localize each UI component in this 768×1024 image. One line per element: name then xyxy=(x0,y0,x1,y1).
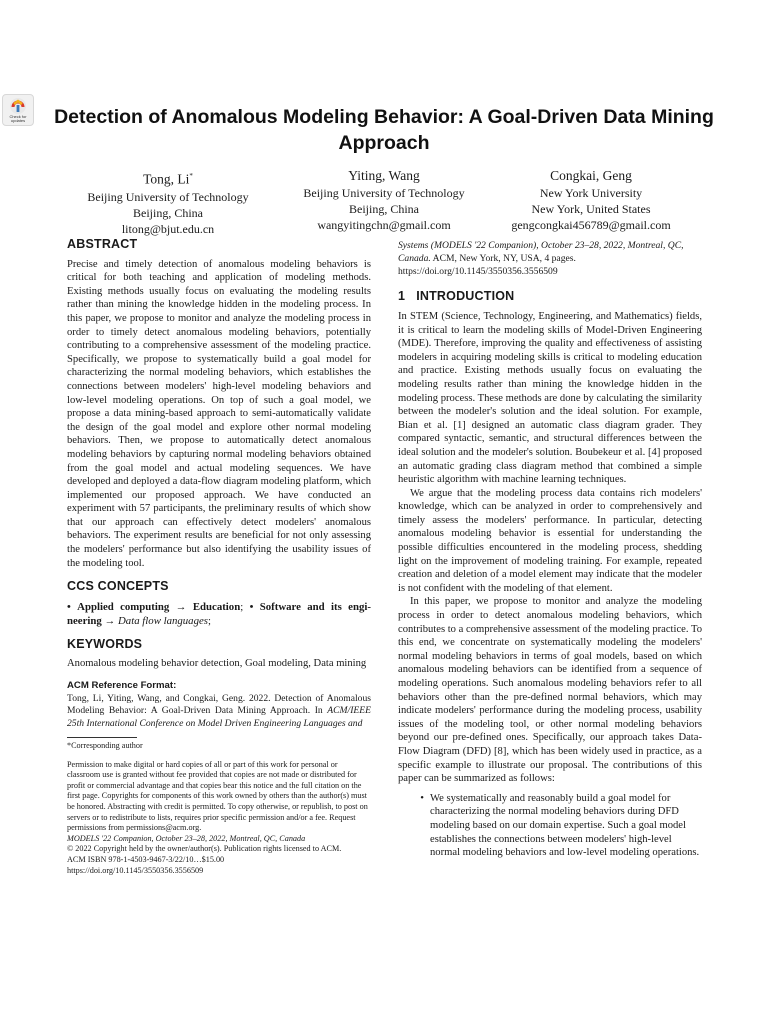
intro-paragraph-2: We argue that the modeling process data contains rich modelers' knowledge, which can be analyzed in order to comprehensively and timely assess the modelers' performance. In particular, detecting anomalous modeling behavior is essential for understanding the possible difficulties encountered in the modeling process, shedding light on the improvement of modeling training. For example, repeated creation and deletion of a model element may indicate that the modeler is not confident with the modeling of that element. xyxy=(398,487,702,594)
author-name: Tong, Li xyxy=(143,171,190,187)
ccs-software: Software and its engi- xyxy=(259,600,371,613)
acm-reference-continued xyxy=(398,240,702,278)
intro-paragraph-1: In STEM (Science, Technology, Engineering, and Mathematics) fields, it is critical to learn the modeling skills of Model-Driven Engineering (MDE). Therefore, improving the quality and effectiveness of assisting modelers in acquiring modeling skills is critical to modeling education and practice. Existing methods usually focus on evaluating the modeling results rather than mining the knowledge hidden in the modeling process. These methods are done by calculating the similarity between the modeler's solution and the ideal solution. For example, Bian et al. [1] designed an automatic class diagram grader. They compared syntactic, semantic, and structural differences between the ideal solution and the modeler's solution. Boubekeur et al. [4] proposed an automatic grading class diagram method that combined a simple heuristic algorithm with machine learning techniques. xyxy=(398,310,702,486)
acm-reference-heading: ACM Reference Format: xyxy=(67,680,177,692)
corresponding-author-note: *Corresponding author xyxy=(67,741,143,751)
doi-link[interactable]: https://doi.org/10.1145/3550356.3556509 xyxy=(67,865,204,875)
right-column xyxy=(398,240,702,860)
keywords-text: Anomalous modeling behavior detection, Goal modeling, Data mining xyxy=(67,658,367,670)
ccs-arrow: → xyxy=(175,600,187,613)
badge-label-line1: Check for xyxy=(9,114,27,119)
ccs-data-flow-languages: Data flow languages xyxy=(118,614,208,627)
author-location: Beijing, China xyxy=(133,205,203,220)
isbn-line: ACM ISBN 978-1-4503-9467-3/22/10…$15.00 xyxy=(67,854,225,864)
author-1 xyxy=(48,167,288,237)
ccs-arrow: → xyxy=(104,614,116,627)
check-for-updates-badge[interactable] xyxy=(2,94,34,126)
keywords-heading: KEYWORDS xyxy=(67,636,143,651)
ccs-separator: ; xyxy=(240,600,244,613)
permissions-notice: Permission to make digital or hard copies of all or part of this work for personal or classroom use is granted without fee provided that copies are not made or distributed for profit or commercial advantage and that copies bear this notice and the full citation on the first page. Copyrights for components of this work owned by others than the author(s) must be honored. Abstracting with credit is permitted. To copy otherwise, or republish, to post on servers or to redistribute to lists, requires prior specific permission and/or a fee. Request permissions from permissions@acm.org. xyxy=(67,759,368,833)
author-location: Beijing, China xyxy=(349,202,419,216)
ccs-applied-computing: Applied computing xyxy=(77,600,170,613)
author-affiliation: Beijing University of Technology xyxy=(87,189,249,204)
bullet-mark: • xyxy=(420,792,424,804)
acm-reference-tail: ACM, New York, NY, USA, 4 pages. https://doi.org/10.1145/3550356.3556509 xyxy=(398,252,576,277)
copyright-line: © 2022 Copyright held by the owner/author(s). Publication rights licensed to ACM. xyxy=(67,844,342,854)
intro-paragraph-3: In this paper, we propose to monitor and analyze the modeling process in order to detect anomalous modeling behaviors, which contributes to a comprehensive assessment of the modeling practice. To this end, we concentrate on systematically modeling the modelers' normal modeling behaviors in terms of goal models, based on which anomalous modeling behaviors can be identified from a sequence of modeling operations. Such anomalous modeling behaviors refer to all behaviors other than the pre-defined normal behaviors, which may indicate modelers' performance during the modeling process, usability issues of the modeling tool, or other normal modeling behaviors beyond our pre-defined ones. Specifically, our approach takes Data-Flow Diagram (DFD) [8], which has been widely used in practice, as a specific example to illustrate our proposal. The contributions of this paper can be summarized as follows: xyxy=(398,596,702,785)
author-email[interactable]: gengcongkai456789@gmail.com xyxy=(511,218,671,232)
author-3 xyxy=(471,167,711,233)
venue-line xyxy=(67,834,371,845)
author-affiliation: Beijing University of Technology xyxy=(303,186,465,200)
author-location: New York, United States xyxy=(531,202,651,216)
contribution-item xyxy=(398,792,702,860)
crossmark-icon xyxy=(9,97,27,115)
corresponding-marker: * xyxy=(189,172,193,180)
acm-reference-left xyxy=(67,693,371,731)
author-block xyxy=(0,167,768,236)
abstract-text: Precise and timely detection of anomalous modeling behaviors is critical for both teaching and application of modeling methods. Existing methods usually focus on evaluating the modeling results rather than mining the knowledge hidden in the modeling process. In this paper, we propose to monitor and analyze the modeling process in order to timely detect anomalous modeling behaviors, potentially contributing to a comprehensive assessment of the modeling practice. Specifically, we propose to systematically build a goal model for characterizing the normal modeling behaviors, which establishes the connections between modelers' high-level modeling behaviors and low-level modeling operations. On top of such a goal model, we propose a data mining-based approach to semi-automatically validate the design of the goal model and explore other normal modeling behaviors. Then, we propose to automatically detect anomalous modeling behaviors by capturing normal modeling behaviors obtained from the goal model and actual modeling sequences. We have developed and deployed a data-flow diagram modeling platform, which implemented our proposed approach. We have conducted an experiment with 57 participants, the preliminary results of which show that our approach can effectively detect modelers' anomalous behaviors. The experiment results are beneficial for not only assessing the modelers' performance but also identifying the usability issues of the modeling tool. xyxy=(67,258,371,569)
footnote-rule xyxy=(67,737,137,738)
badge-label-line2: updates xyxy=(10,118,26,123)
left-column xyxy=(67,238,371,876)
acm-reference-venue-cont: Systems (MODELS '22 Companion), October 23–28, 2022, Montreal, QC, Canada. xyxy=(398,240,684,264)
author-name: Congkai, Geng xyxy=(550,168,632,183)
introduction-heading xyxy=(398,290,702,304)
author-name: Yiting, Wang xyxy=(348,168,420,183)
section-title: INTRODUCTION xyxy=(416,289,515,304)
abstract-heading: ABSTRACT xyxy=(67,237,138,251)
acm-reference-text: Tong, Li, Yiting, Wang, and Congkai, Geng. 2022. Detection of Anomalous Modeling Behavior: A Goal-Driven Data Mining Approach. In xyxy=(67,692,371,717)
acm-reference-venue: ACM/IEEE 25th International Conference on Model Driven Engineering Languages and xyxy=(67,705,371,730)
venue-line-text: MODELS '22 Companion, October 23–28, 2022, Montreal, QC, Canada xyxy=(67,833,306,843)
ccs-bullet: • xyxy=(249,600,254,613)
author-email[interactable]: wangyitingchn@gmail.com xyxy=(317,218,451,232)
author-2 xyxy=(264,167,504,233)
ccs-bullet: • xyxy=(67,600,71,613)
ccs-engineering: neering xyxy=(67,614,102,627)
ccs-separator: ; xyxy=(207,614,211,627)
paper-title: Detection of Anomalous Modeling Behavior: A Goal-Driven Data Mining Approach xyxy=(54,106,714,154)
section-number: 1 xyxy=(398,289,406,304)
ccs-concepts xyxy=(67,600,371,628)
author-email[interactable]: litong@bjut.edu.cn xyxy=(121,221,215,236)
author-affiliation: New York University xyxy=(539,186,643,200)
ccs-education: Education xyxy=(192,600,241,613)
contribution-text: We systematically and reasonably build a goal model for characterizing the normal modeling behaviors during DFD modeling based on our domain expertise. Such a goal model establishes the connections between modelers' high-level normal modeling behaviors and low-level modeling operations. xyxy=(430,792,700,859)
ccs-heading: CCS CONCEPTS xyxy=(67,579,169,594)
